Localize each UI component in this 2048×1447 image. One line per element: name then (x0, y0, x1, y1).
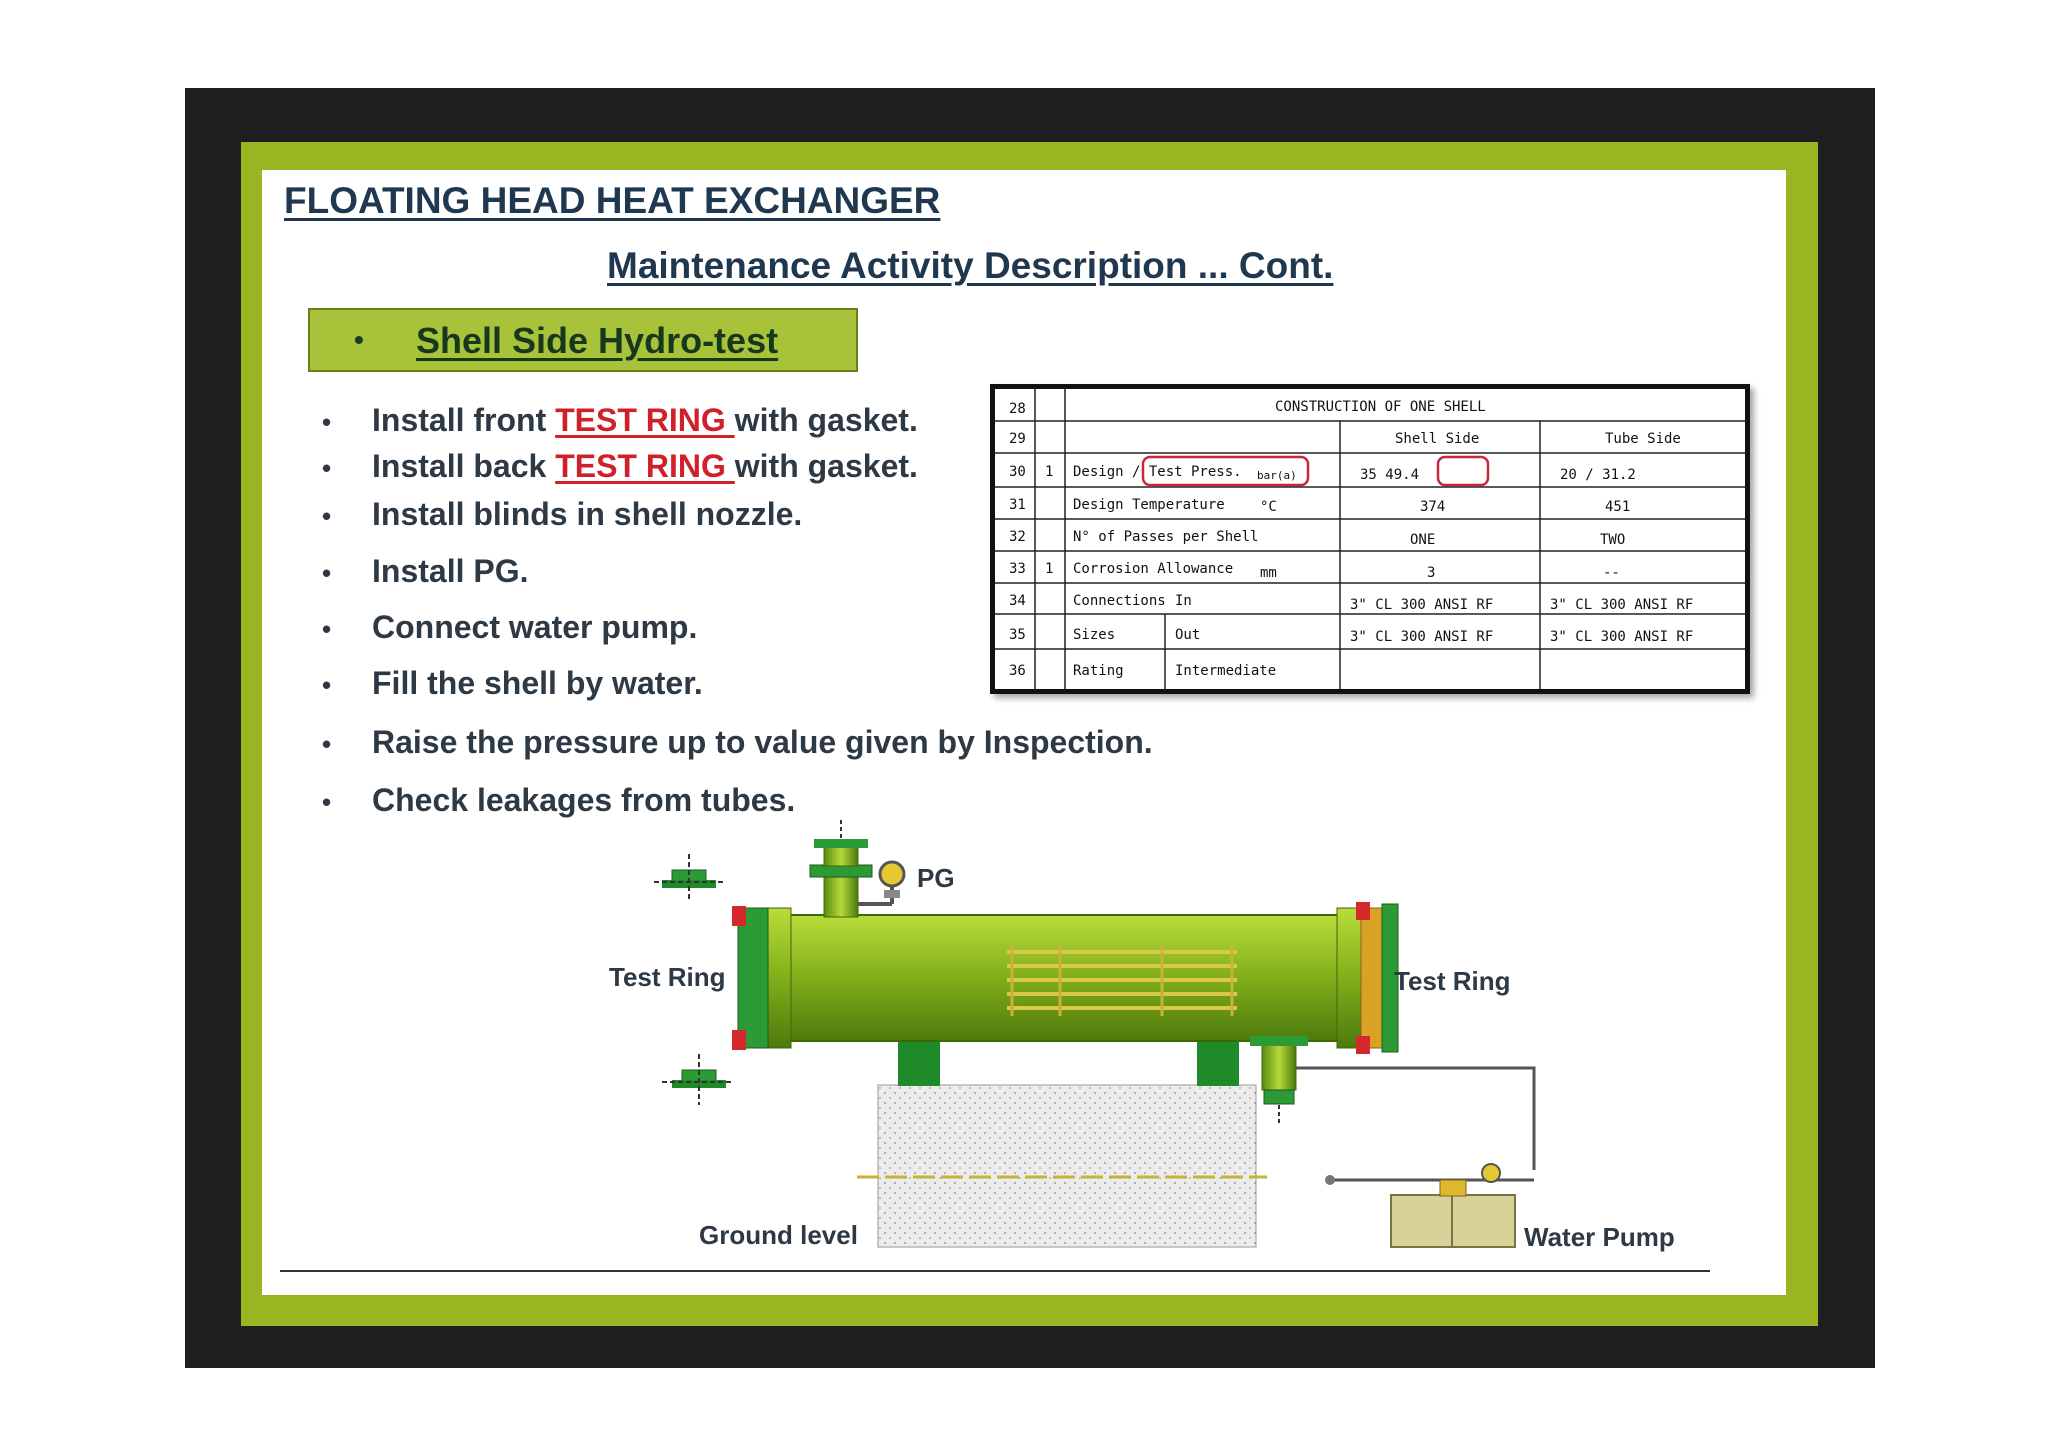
test-ring-highlight: TEST RING (555, 448, 735, 484)
row-label: Connections (1073, 593, 1166, 609)
water-pump-label: Water Pump (1524, 1222, 1675, 1252)
pg-valve (884, 890, 900, 898)
top-nozzle-blind (824, 846, 858, 866)
row-io: Intermediate (1175, 663, 1277, 679)
shell-value: 3" CL 300 ANSI RF (1350, 629, 1494, 645)
tube-value: -- (1603, 565, 1620, 581)
bullet-dot: • (322, 453, 332, 483)
right-saddle-support (1197, 1036, 1239, 1086)
tube-value: TWO (1600, 532, 1626, 548)
pump-body (1440, 1180, 1466, 1196)
step-text: Install blinds in shell nozzle. (372, 496, 803, 532)
row-label: Corrosion Allowance (1073, 561, 1234, 577)
shell-value: 35 49.4 (1360, 467, 1420, 483)
row-number: 32 (1009, 529, 1026, 545)
step-text: Check leakages from tubes. (372, 782, 796, 818)
top-blind-flange (814, 839, 868, 848)
pressure-gauge-icon (880, 862, 904, 886)
bottom-shell-nozzle (1262, 1040, 1296, 1090)
slide-subtitle: Maintenance Activity Description ... Cont. (607, 245, 1334, 286)
back-test-ring (1361, 908, 1385, 1048)
bullet-dot: • (322, 729, 332, 759)
row-unit: °C (1260, 499, 1277, 515)
row-unit: bar(a) (1257, 469, 1297, 482)
step-text: Connect water pump. (372, 609, 698, 645)
slide-title: FLOATING HEAD HEAT EXCHANGER (284, 180, 941, 221)
bullet-dot: • (322, 787, 332, 817)
shell-side-header: Shell Side (1395, 431, 1480, 447)
tube-value: 3" CL 300 ANSI RF (1550, 629, 1694, 645)
back-ring-bolt-top (1356, 902, 1370, 920)
row-label: N° of Passes per Shell (1073, 529, 1259, 545)
bullet-dot: • (322, 501, 332, 531)
bullet-dot: • (322, 407, 332, 437)
top-nozzle-flange (810, 865, 872, 877)
bullet-dot: • (322, 670, 332, 700)
pg-label: PG (917, 863, 955, 893)
row-number: 36 (1009, 663, 1026, 679)
step-text-end: with gasket. (734, 402, 918, 438)
test-ring-left-label: Test Ring (609, 962, 726, 992)
row-number: 33 (1009, 561, 1026, 577)
bullet-dot: • (322, 558, 332, 588)
front-ring-bolt-top (732, 906, 746, 926)
test-ring-right-label: Test Ring (1394, 966, 1511, 996)
row-number: 28 (1009, 401, 1026, 417)
test-ring-highlight: TEST RING (555, 402, 735, 438)
tube-side-header: Tube Side (1605, 431, 1681, 447)
pump-handle-knob (1325, 1175, 1335, 1185)
row-io: Out (1175, 627, 1201, 643)
row-label: Design Temperature (1073, 497, 1225, 513)
slide-bottom-rule (280, 1270, 1710, 1272)
step-text: Install back (372, 448, 556, 484)
step-text: Install front (372, 402, 556, 438)
shell-value: 3 (1427, 565, 1436, 581)
row-number: 29 (1009, 431, 1026, 447)
step-text: Raise the pressure up to value given by Inspection. (372, 724, 1153, 760)
row-label: Rating (1073, 663, 1124, 679)
section-bullet: • (354, 324, 364, 355)
step-text: Install PG. (372, 553, 529, 589)
tube-value: 3" CL 300 ANSI RF (1550, 597, 1694, 613)
row-number: 30 (1009, 464, 1026, 480)
bullet-dot: • (322, 614, 332, 644)
front-test-ring (738, 908, 768, 1048)
front-ring-bolt-bottom (732, 1030, 746, 1050)
bottom-nozzle-flange (1250, 1036, 1308, 1046)
row-label: Design / Test Press. (1073, 464, 1242, 480)
ground-level-label: Ground level (699, 1220, 858, 1250)
row-io: In (1175, 593, 1192, 609)
bottom-nozzle-blind (1264, 1090, 1294, 1104)
back-shell-flange (1337, 908, 1361, 1048)
shell-value: ONE (1410, 532, 1436, 548)
shell-value: 374 (1420, 499, 1446, 515)
tube-value: 451 (1605, 499, 1631, 515)
section-title: Shell Side Hydro-test (416, 320, 779, 361)
removed-top-blind (654, 854, 724, 900)
step-text-end: with gasket. (734, 448, 918, 484)
row-number: 34 (1009, 593, 1026, 609)
front-shell-flange (767, 908, 791, 1048)
pump-gauge-icon (1482, 1164, 1500, 1182)
slide-content (262, 170, 1786, 1295)
pump-hose (1296, 1068, 1534, 1170)
removed-bottom-blind (662, 1054, 734, 1105)
heat-exchanger-diagram (262, 170, 1786, 1295)
step-text: Fill the shell by water. (372, 665, 703, 701)
top-shell-nozzle (824, 875, 858, 917)
row-sub: 1 (1045, 561, 1054, 577)
concrete-foundation (878, 1085, 1256, 1247)
left-saddle-support (898, 1036, 940, 1086)
row-number: 35 (1009, 627, 1026, 643)
datasheet-header: CONSTRUCTION OF ONE SHELL (1275, 399, 1486, 415)
row-label: Sizes (1073, 627, 1116, 643)
back-ring-bolt-bottom (1356, 1036, 1370, 1054)
shell-value: 3" CL 300 ANSI RF (1350, 597, 1494, 613)
row-unit: mm (1260, 565, 1277, 581)
row-number: 31 (1009, 497, 1026, 513)
tube-value: 20 / 31.2 (1560, 467, 1636, 483)
row-sub: 1 (1045, 464, 1054, 480)
